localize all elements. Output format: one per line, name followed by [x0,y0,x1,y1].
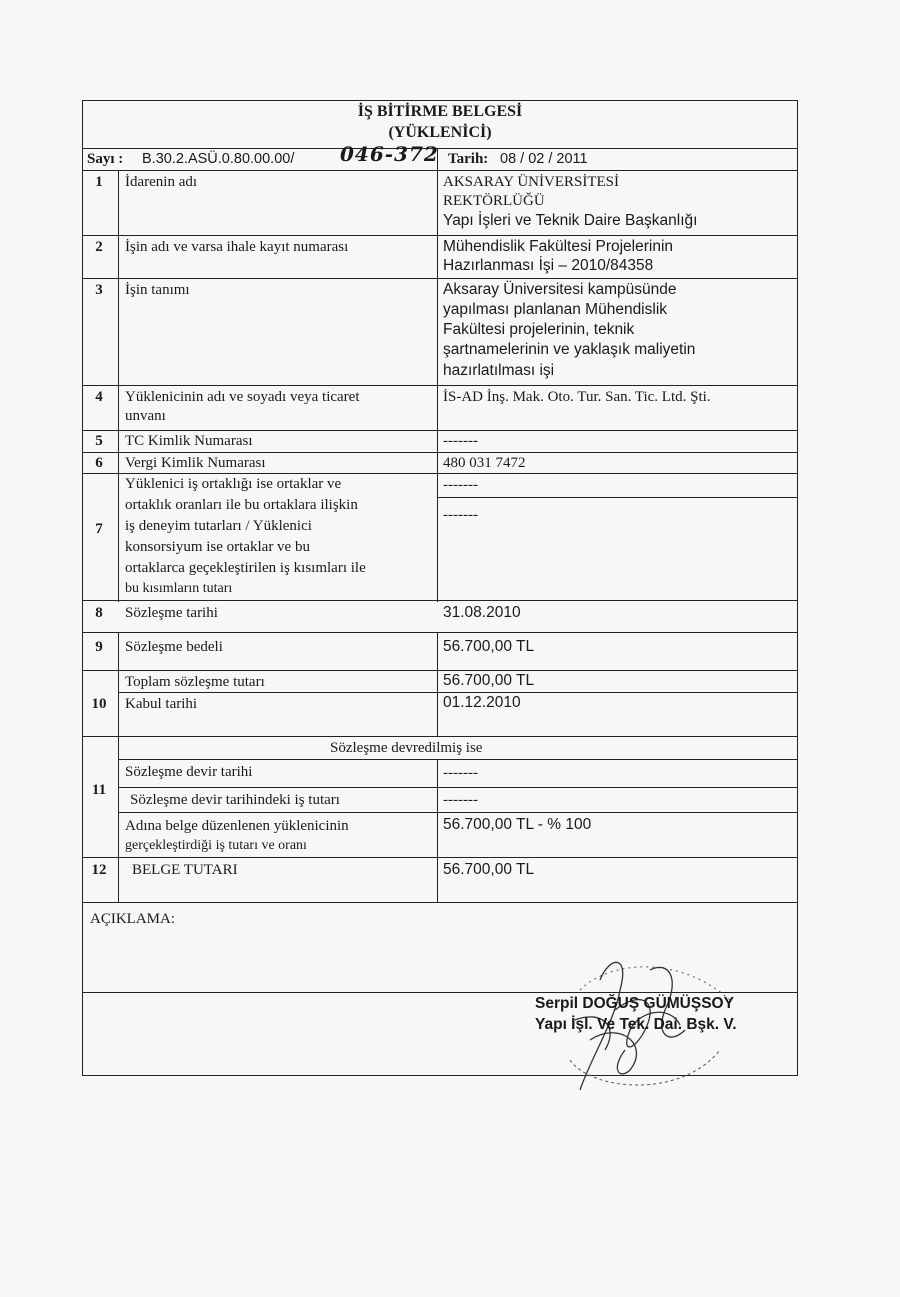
signer-title: Yapı İşl. Ve Tek. Dai. Bşk. V. [535,1016,737,1033]
row-2-number: 2 [95,239,103,255]
row-7-value-b: ------- [443,507,478,523]
row-8-value: 31.08.2010 [443,604,521,621]
signer-name: Serpil DOĞUŞ GÜMÜŞSOY [535,995,734,1012]
row-11-heading: Sözleşme devredilmiş ise [330,740,483,756]
sayi-value: B.30.2.ASÜ.0.80.00.00/ [142,151,295,167]
row-1-number: 1 [95,174,103,190]
row-11-sub-2-label: Sözleşme devir tarihindeki iş tutarı [130,792,340,808]
row-11-sub-3-label-line-2: gerçekleştirdiği iş tutarı ve oranı [125,838,307,853]
row-3-value-line-2: yapılması planlanan Mühendislik [443,301,668,318]
row-9-label: Sözleşme bedeli [125,639,223,655]
row-4-label-line-2: unvanı [125,408,166,424]
row-7-label-line-3: iş deneyim tutarları / Yüklenici [125,518,312,534]
row-2-value-line-1: Mühendislik Fakültesi Projelerinin [443,238,674,255]
row-1-value-line-2: REKTÖRLÜĞÜ [443,193,545,209]
row-12-value: 56.700,00 TL [443,861,535,878]
row-12-number: 12 [91,862,107,878]
row-5-value: ------- [443,433,478,449]
tarih-value: 08 / 02 / 2011 [500,151,588,167]
row-5-label: TC Kimlik Numarası [125,433,253,449]
row-5-number: 5 [95,433,103,449]
row-11-number: 11 [91,782,107,798]
row-7-label-line-5: ortaklarca geçekleştirilen iş kısımları ile [125,560,366,576]
row-10-value: 01.12.2010 [443,694,521,711]
row-7-label-line-6: bu kısımların tutarı [125,581,233,596]
row-4-number: 4 [95,389,103,405]
row-3-label: İşin tanımı [125,282,190,298]
row-3-value-line-4: şartnamelerinin ve yaklaşık maliyetin [443,341,696,358]
row-1-label: İdarenin adı [125,174,198,190]
row-12-label: BELGE TUTARI [132,862,238,878]
row-7-label-line-4: konsorsiyum ise ortaklar ve bu [125,539,310,555]
row-9-number: 9 [95,639,103,655]
row-7-number: 7 [95,521,103,537]
row-6-label: Vergi Kimlik Numarası [125,455,266,471]
row-7-value-a: ------- [443,477,478,493]
row-3-value-line-5: hazırlatılması işi [443,362,555,379]
row-4-value: İS-AD İnş. Mak. Oto. Tur. San. Tic. Ltd. Şti. [443,389,711,405]
row-1-value-line-1: AKSARAY ÜNİVERSİTESİ [443,174,619,190]
row-8-number: 8 [95,605,103,621]
sayi-label: Sayı : [87,151,124,167]
row-3-value-line-1: Aksaray Üniversitesi kampüsünde [443,281,677,298]
row-7-label-line-1: Yüklenici iş ortaklığı ise ortaklar ve [125,476,342,492]
row-8-label: Sözleşme tarihi [125,605,218,621]
row-11-sub-2-value: ------- [443,792,478,808]
sayi-handwritten: 046-372 [340,142,439,166]
tarih-label: Tarih: [448,151,489,167]
total-contract-value: 56.700,00 TL [443,672,535,689]
total-contract-label: Toplam sözleşme tutarı [125,674,265,690]
row-3-number: 3 [95,282,103,298]
document-subtitle: (YÜKLENİCİ) [388,124,492,141]
row-10-number: 10 [91,696,107,712]
row-11-sub-1-label: Sözleşme devir tarihi [125,764,253,780]
row-9-value: 56.700,00 TL [443,638,535,655]
row-1-value-line-3: Yapı İşleri ve Teknik Daire Başkanlığı [443,212,698,229]
row-7-label-line-2: ortaklık oranları ile bu ortaklara ilişkin [125,497,358,513]
row-11-sub-3-label-line-1: Adına belge düzenlenen yüklenicinin [125,818,349,834]
document-title: İŞ BİTİRME BELGESİ [357,103,523,120]
row-11-sub-3-value: 56.700,00 TL - % 100 [443,816,592,833]
row-2-label: İşin adı ve varsa ihale kayıt numarası [125,239,349,255]
row-6-number: 6 [95,455,103,471]
row-4-label-line-1: Yüklenicinin adı ve soyadı veya ticaret [125,389,360,405]
aciklama-label: AÇIKLAMA: [90,911,175,927]
row-6-value: 480 031 7472 [443,455,526,471]
row-3-value-line-3: Fakültesi projelerinin, teknik [443,321,635,338]
row-2-value-line-2: Hazırlanması İşi – 2010/84358 [443,257,654,274]
row-11-sub-1-value: ------- [443,765,478,781]
row-10-label: Kabul tarihi [125,696,198,712]
